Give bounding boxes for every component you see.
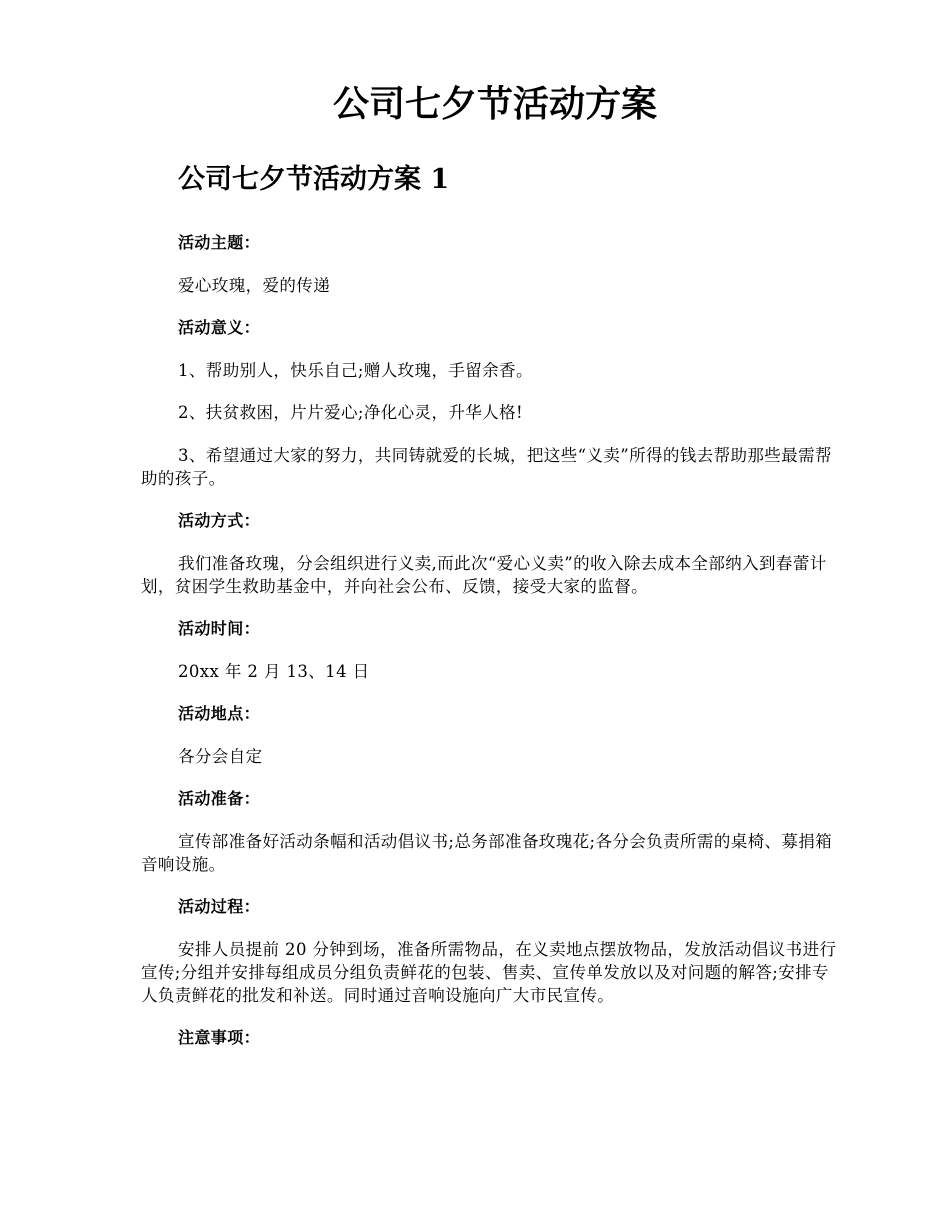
heading-time: 活动时间：: [178, 619, 261, 638]
heading-significance: 活动意义：: [178, 318, 261, 337]
document-title: 公司七夕节活动方案: [332, 83, 657, 125]
paragraph-method: 我们准备玫瑰，分会组织进行义卖,而此次“爱心义卖”的收入除去成本全部纳入到春蕾计划，贫困学生救助基金中，并向社会公布、反馈，接受大家的监督。: [141, 553, 827, 596]
paragraph-preparation: 宣传部准备好活动条幅和活动倡议书;总务部准备玫瑰花;各分会负责所需的桌椅、募捐箱音响设施。: [141, 831, 833, 874]
paragraph-location: 各分会自定: [178, 746, 263, 766]
paragraph-significance-3: 3、希望通过大家的努力，共同铸就爱的长城，把这些“义卖”所得的钱去帮助那些最需帮助的孩子。: [141, 445, 832, 488]
document-body: [141, 231, 841, 1069]
heading-preparation: 活动准备：: [178, 789, 261, 808]
paragraph-theme: 爱心玫瑰，爱的传递: [178, 275, 331, 295]
heading-notes: 注意事项：: [178, 1028, 261, 1047]
paragraph-significance-2: 2、扶贫救困，片片爱心;净化心灵，升华人格!: [178, 403, 523, 422]
paragraph-process: 安排人员提前 20 分钟到场，准备所需物品，在义卖地点摆放物品，发放活动倡议书进行宣传;分组并安排每组成员分组负责鲜花的包装、售卖、宣传单发放以及对问题的解答;安排专人负责鲜花的批发和补送。同时通过音响设施向广大市民宣传。: [141, 939, 837, 1005]
heading-method: 活动方式：: [178, 511, 261, 530]
paragraph-significance-1: 1、帮助别人，快乐自己;赠人玫瑰，手留余香。: [178, 360, 533, 380]
paragraph-time: 20xx 年 2 月 13、14 日: [178, 661, 370, 681]
heading-theme: 活动主题：: [178, 233, 261, 252]
heading-location: 活动地点：: [178, 704, 261, 723]
section-title: 公司七夕节活动方案 1: [178, 164, 450, 195]
heading-process: 活动过程：: [178, 897, 261, 916]
